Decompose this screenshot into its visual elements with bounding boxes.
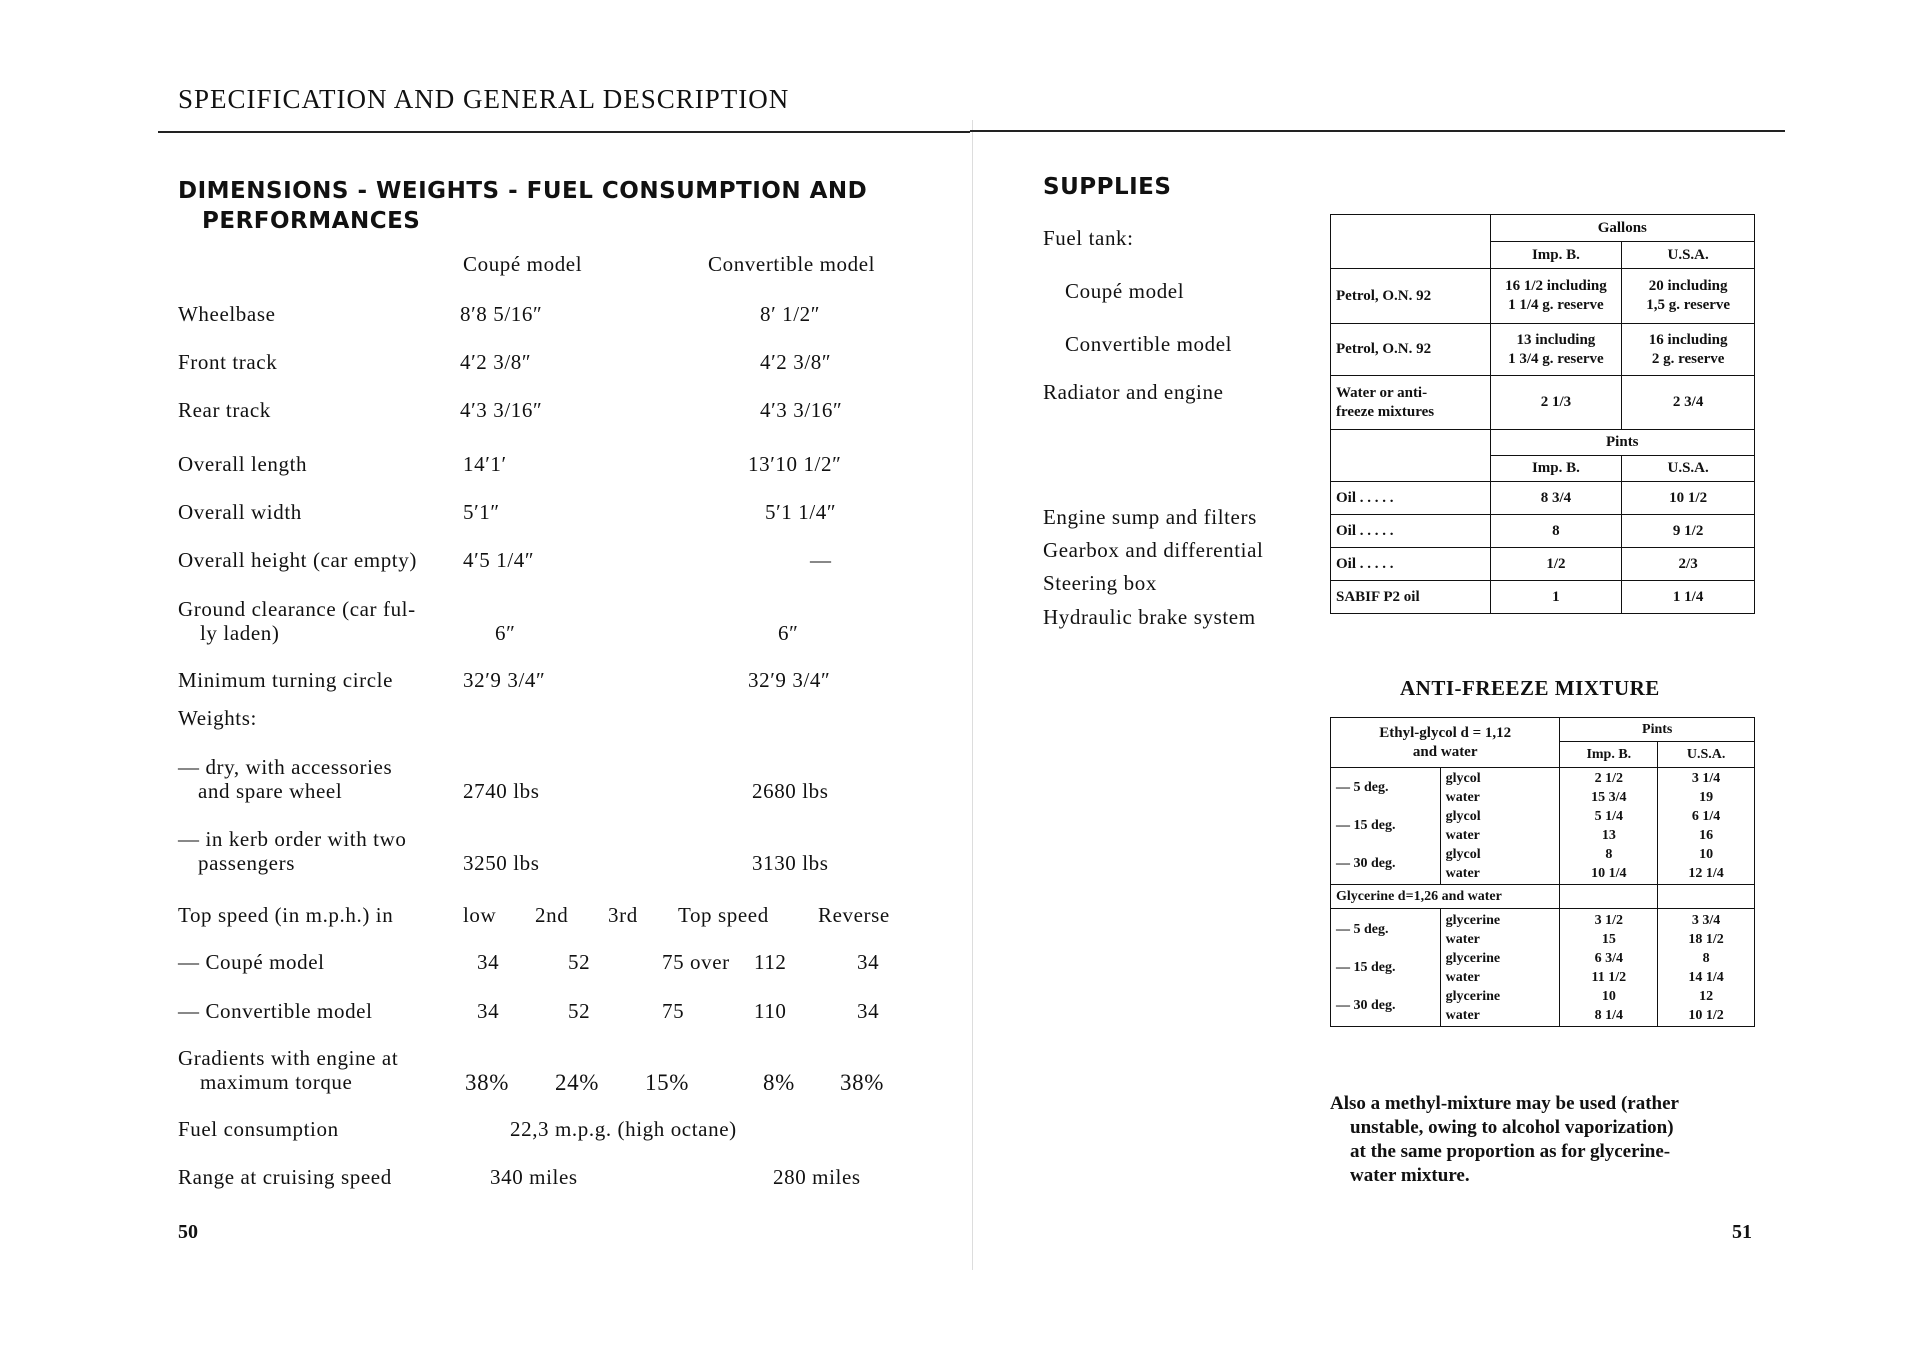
- grad-top: 8%: [763, 1070, 795, 1095]
- row-usa: 1 1/4: [1622, 581, 1755, 614]
- fuel-label: Fuel consumption: [178, 1117, 339, 1141]
- table-row: [1331, 581, 1755, 614]
- pints-head: Pints: [1560, 718, 1755, 742]
- table-row: [1331, 515, 1755, 548]
- blank-cell: [1331, 430, 1491, 482]
- conv-speed-label: — Convertible model: [178, 999, 373, 1023]
- imp-head: Imp. B.: [1560, 742, 1658, 768]
- grad-reverse: 38%: [840, 1070, 884, 1095]
- row-imp: 13 including 1 3/4 g. reserve: [1490, 324, 1622, 376]
- table-row: [1331, 768, 1755, 885]
- row-conv: —: [810, 548, 832, 572]
- row-usa: 2/3: [1622, 548, 1755, 581]
- row-coupe: 4′5 1/4″: [463, 548, 535, 572]
- row-coupe: 14′1′: [463, 452, 507, 476]
- pints-head: Pints: [1490, 430, 1754, 456]
- speed-head-top: Top speed: [678, 903, 769, 927]
- row-conv: 32′9 3/4″: [748, 668, 831, 692]
- supplies-table: [1330, 214, 1755, 614]
- dry-conv: 2680 lbs: [752, 779, 829, 803]
- row-label: Water or anti- freeze mixtures: [1331, 376, 1491, 430]
- coupe-speed-label: — Coupé model: [178, 950, 325, 974]
- conv-speed-low: 34: [477, 999, 500, 1023]
- page-header: SPECIFICATION AND GENERAL DESCRIPTION: [178, 84, 790, 114]
- table-row: [1331, 548, 1755, 581]
- supply-coupe: Coupé model: [1065, 279, 1185, 303]
- coupe-speed-top: 112: [754, 950, 787, 974]
- row-imp: 16 1/2 including 1 1/4 g. reserve: [1490, 269, 1622, 324]
- kerb-label-cont: passengers: [198, 851, 295, 875]
- kerb-label: — in kerb order with two: [178, 827, 407, 851]
- grad-3rd: 15%: [645, 1070, 689, 1095]
- mix-col: glycerine water glycerine water glycerine water: [1440, 909, 1560, 1027]
- usa-col: 3 1/4 19 6 1/4 16 10 12 1/4: [1658, 768, 1755, 885]
- dimensions-title: DIMENSIONS - WEIGHTS - FUEL CONSUMPTION AND PERFORMANCES: [178, 178, 868, 234]
- supply-radiator: Radiator and engine: [1043, 380, 1224, 404]
- row-label: Oil . . . . .: [1331, 482, 1491, 515]
- row-label: Rear track: [178, 398, 271, 422]
- dry-label-cont: and spare wheel: [198, 779, 343, 803]
- imp-head: Imp. B.: [1490, 456, 1622, 482]
- row-conv: 4′2 3/8″: [760, 350, 832, 374]
- speed-label: Top speed (in m.p.h.) in: [178, 903, 394, 927]
- row-usa: 20 including 1,5 g. reserve: [1622, 269, 1755, 324]
- supplies-title: SUPPLIES: [1043, 174, 1172, 200]
- row-usa: 2 3/4: [1622, 376, 1755, 430]
- range-label: Range at cruising speed: [178, 1165, 392, 1189]
- row-label: Overall width: [178, 500, 302, 524]
- conv-speed-2nd: 52: [568, 999, 591, 1023]
- row-label: Overall height (car empty): [178, 548, 417, 572]
- dry-coupe: 2740 lbs: [463, 779, 540, 803]
- kerb-coupe: 3250 lbs: [463, 851, 540, 875]
- table-row: [1331, 269, 1755, 324]
- dry-label: — dry, with accessories: [178, 755, 393, 779]
- glycerine-head: Glycerine d=1,26 and water: [1331, 885, 1560, 909]
- page-number-left: 50: [178, 1221, 198, 1243]
- row-coupe: 5′1″: [463, 500, 500, 524]
- methyl-note: Also a methyl-mixture may be used (rather unstable, owing to alcohol vaporization) at the same proportion as for glycerine- water mixture.: [1330, 1093, 1679, 1186]
- speed-head-3rd: 3rd: [608, 903, 638, 927]
- row-usa: 10 1/2: [1622, 482, 1755, 515]
- gradients-label: Gradients with engine at: [178, 1046, 399, 1070]
- supply-conv: Convertible model: [1065, 332, 1233, 356]
- fuel-value: 22,3 m.p.g. (high octane): [510, 1117, 737, 1141]
- supply-gearbox: Gearbox and differential: [1043, 538, 1264, 562]
- imp-col: 2 1/2 15 3/4 5 1/4 13 8 10 1/4: [1560, 768, 1658, 885]
- row-label: Front track: [178, 350, 278, 374]
- row-imp: 8 3/4: [1490, 482, 1622, 515]
- antifreeze-title: ANTI-FREEZE MIXTURE: [1400, 676, 1660, 700]
- fuel-tank-label: Fuel tank:: [1043, 226, 1134, 250]
- speed-head-2nd: 2nd: [535, 903, 569, 927]
- weights-label: Weights:: [178, 706, 257, 730]
- imp-col: 3 1/2 15 6 3/4 11 1/2 10 8 1/4: [1560, 909, 1658, 1027]
- col-conv-head: Convertible model: [708, 252, 876, 276]
- supply-engine-sump: Engine sump and filters: [1043, 505, 1257, 529]
- row-usa: 16 including 2 g. reserve: [1622, 324, 1755, 376]
- row-label: Overall length: [178, 452, 308, 476]
- row-label: Petrol, O.N. 92: [1331, 324, 1491, 376]
- coupe-speed-low: 34: [477, 950, 500, 974]
- row-label: Oil . . . . .: [1331, 515, 1491, 548]
- row-conv: 8′ 1/2″: [760, 302, 821, 326]
- blank-cell: [1560, 885, 1658, 909]
- range-conv: 280 miles: [773, 1165, 861, 1189]
- blank-cell: [1658, 885, 1755, 909]
- header-rule-right: [970, 130, 1785, 132]
- usa-head: U.S.A.: [1658, 742, 1755, 768]
- row-imp: 8: [1490, 515, 1622, 548]
- deg-col: — 5 deg. — 15 deg. — 30 deg.: [1331, 768, 1441, 885]
- header-rule-left: [158, 131, 970, 133]
- table-row: [1331, 482, 1755, 515]
- antifreeze-table: [1330, 717, 1755, 1027]
- row-conv: 13′10 1/2″: [748, 452, 842, 476]
- row-usa: 9 1/2: [1622, 515, 1755, 548]
- conv-speed-3rd: 75: [662, 999, 685, 1023]
- blank-cell: [1331, 215, 1491, 269]
- page-number-right: 51: [1732, 1221, 1752, 1243]
- row-coupe: 4′3 3/16″: [460, 398, 543, 422]
- row-label: Ground clearance (car ful-: [178, 597, 416, 621]
- usa-head: U.S.A.: [1622, 242, 1755, 269]
- deg-col: — 5 deg. — 15 deg. — 30 deg.: [1331, 909, 1441, 1027]
- usa-head: U.S.A.: [1622, 456, 1755, 482]
- row-label: Oil . . . . .: [1331, 548, 1491, 581]
- speed-head-reverse: Reverse: [818, 903, 890, 927]
- grad-low: 38%: [465, 1070, 509, 1095]
- mix-col: glycol water glycol water glycol water: [1440, 768, 1560, 885]
- row-label: SABIF P2 oil: [1331, 581, 1491, 614]
- page-fold: [972, 120, 973, 1270]
- row-label-cont: ly laden): [200, 621, 280, 645]
- row-coupe: 4′2 3/8″: [460, 350, 532, 374]
- row-label: Wheelbase: [178, 302, 276, 326]
- conv-speed-reverse: 34: [857, 999, 880, 1023]
- row-conv: 5′1 1/4″: [765, 500, 837, 524]
- row-coupe: 6″: [495, 621, 516, 645]
- usa-col: 3 3/4 18 1/2 8 14 1/4 12 10 1/2: [1658, 909, 1755, 1027]
- imp-head: Imp. B.: [1490, 242, 1622, 269]
- row-coupe: 32′9 3/4″: [463, 668, 546, 692]
- range-coupe: 340 miles: [490, 1165, 578, 1189]
- row-imp: 1: [1490, 581, 1622, 614]
- coupe-speed-reverse: 34: [857, 950, 880, 974]
- speed-head-low: low: [463, 903, 497, 927]
- coupe-speed-2nd: 52: [568, 950, 591, 974]
- supply-steering: Steering box: [1043, 571, 1157, 595]
- col-coupe-head: Coupé model: [463, 252, 583, 276]
- row-imp: 1/2: [1490, 548, 1622, 581]
- conv-speed-top: 110: [754, 999, 787, 1023]
- gallons-head: Gallons: [1490, 215, 1754, 242]
- supply-hydraulic: Hydraulic brake system: [1043, 605, 1256, 629]
- kerb-conv: 3130 lbs: [752, 851, 829, 875]
- row-label: Petrol, O.N. 92: [1331, 269, 1491, 324]
- ethyl-head: Ethyl-glycol d = 1,12 and water: [1331, 718, 1560, 768]
- row-coupe: 8′8 5/16″: [460, 302, 543, 326]
- grad-2nd: 24%: [555, 1070, 599, 1095]
- gradients-label-cont: maximum torque: [200, 1070, 353, 1094]
- row-conv: 4′3 3/16″: [760, 398, 843, 422]
- row-label: Minimum turning circle: [178, 668, 393, 692]
- table-row: [1331, 909, 1755, 1027]
- row-conv: 6″: [778, 621, 799, 645]
- table-row: [1331, 324, 1755, 376]
- table-row: [1331, 376, 1755, 430]
- row-imp: 2 1/3: [1490, 376, 1622, 430]
- coupe-speed-3rd: 75 over: [662, 950, 730, 974]
